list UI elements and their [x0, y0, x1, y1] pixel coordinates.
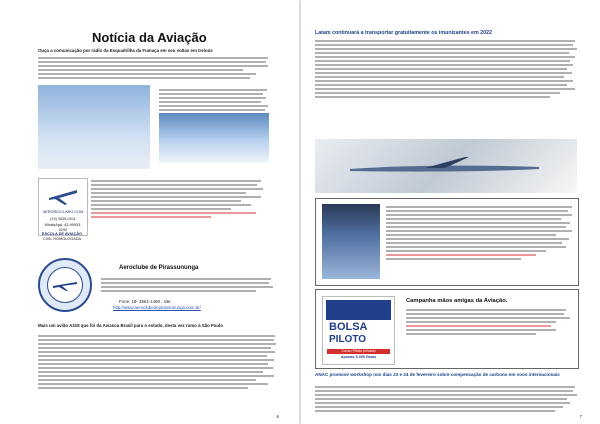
page-title: Notícia da Aviação: [92, 30, 207, 45]
latam-body: [315, 38, 577, 100]
aerodromo-logo: [38, 178, 88, 236]
aircraft-hero-image: [315, 139, 577, 193]
bolsa-campaign-box: [315, 289, 579, 369]
article-body: [38, 55, 268, 81]
page-number-right: 7: [579, 414, 582, 419]
drone-product-list: [386, 204, 574, 262]
bolsa-logo-header: [326, 300, 391, 320]
aerodromo-whatsapp: WhatsApp: 43-99953-0290: [44, 223, 82, 232]
article-right-column: [159, 87, 269, 113]
bolsa-logo: [322, 296, 395, 365]
aerodromo-phone: (19) 3526-0011: [50, 217, 76, 221]
bolsa-price: Apenas 5.000 Reais: [340, 355, 377, 359]
left-page: [0, 0, 299, 424]
school-contact-block: [91, 178, 266, 220]
right-page: [301, 0, 600, 424]
article-subtitle: Ouça a comunicação por rádio da Esquadrilha da Fumaça em seu voltas em treinos: [38, 48, 213, 53]
piloto-word: PILOTO: [329, 334, 367, 345]
bottom-body: [38, 333, 276, 391]
aeroclube-site-link[interactable]: http://www.aeroclubedepirassununga.com.br/: [113, 305, 201, 310]
drone-image: [322, 204, 380, 279]
fumaça-contrail-photo: [159, 113, 269, 163]
aeroclube-phone: Fone: 19- 3561-1480 , site:: [119, 299, 172, 304]
anac-headline: ANAC promove workshop nos dias 23 e 24 de fevereiro sobre compensação de carbono em voos internacionais: [315, 372, 560, 377]
anac-body: [315, 384, 577, 414]
escola-subtitle: CIVIL HOMOLOGADA: [42, 236, 82, 241]
page-number-left: 6: [276, 414, 279, 419]
bolsa-course-label: Curso Piloto privado: [327, 349, 390, 354]
fumaça-aircraft-photo: [38, 85, 150, 169]
bolsa-body: [406, 307, 571, 337]
bottom-headline: Mais um avião A318 que foi da Avianca Brasil para o estado, desta vez rumo à São Paulo: [38, 323, 223, 328]
latam-aircraft-icon: [345, 149, 545, 179]
seal-aircraft-icon: [52, 278, 78, 292]
drone-products-box: [315, 198, 579, 286]
aerodromo-name: AERORIOCLARO.COM: [42, 210, 84, 214]
aeroclube-body: [101, 276, 276, 294]
aircraft-icon: [47, 184, 79, 208]
escola-badge: [38, 232, 86, 246]
bolsa-title: Campanha mãos amigas da Aviação.: [406, 298, 508, 304]
latam-headline: Latam continuará a transportar gratuitamente os imunizantes em 2022: [315, 30, 492, 36]
aeroclube-title: Aeroclube de Pirassununga: [119, 265, 199, 271]
aeroclube-seal: [38, 258, 92, 312]
escola-title: ESCOLA DE AVIAÇÃO: [41, 232, 83, 236]
bolsa-word: BOLSA: [329, 321, 368, 333]
